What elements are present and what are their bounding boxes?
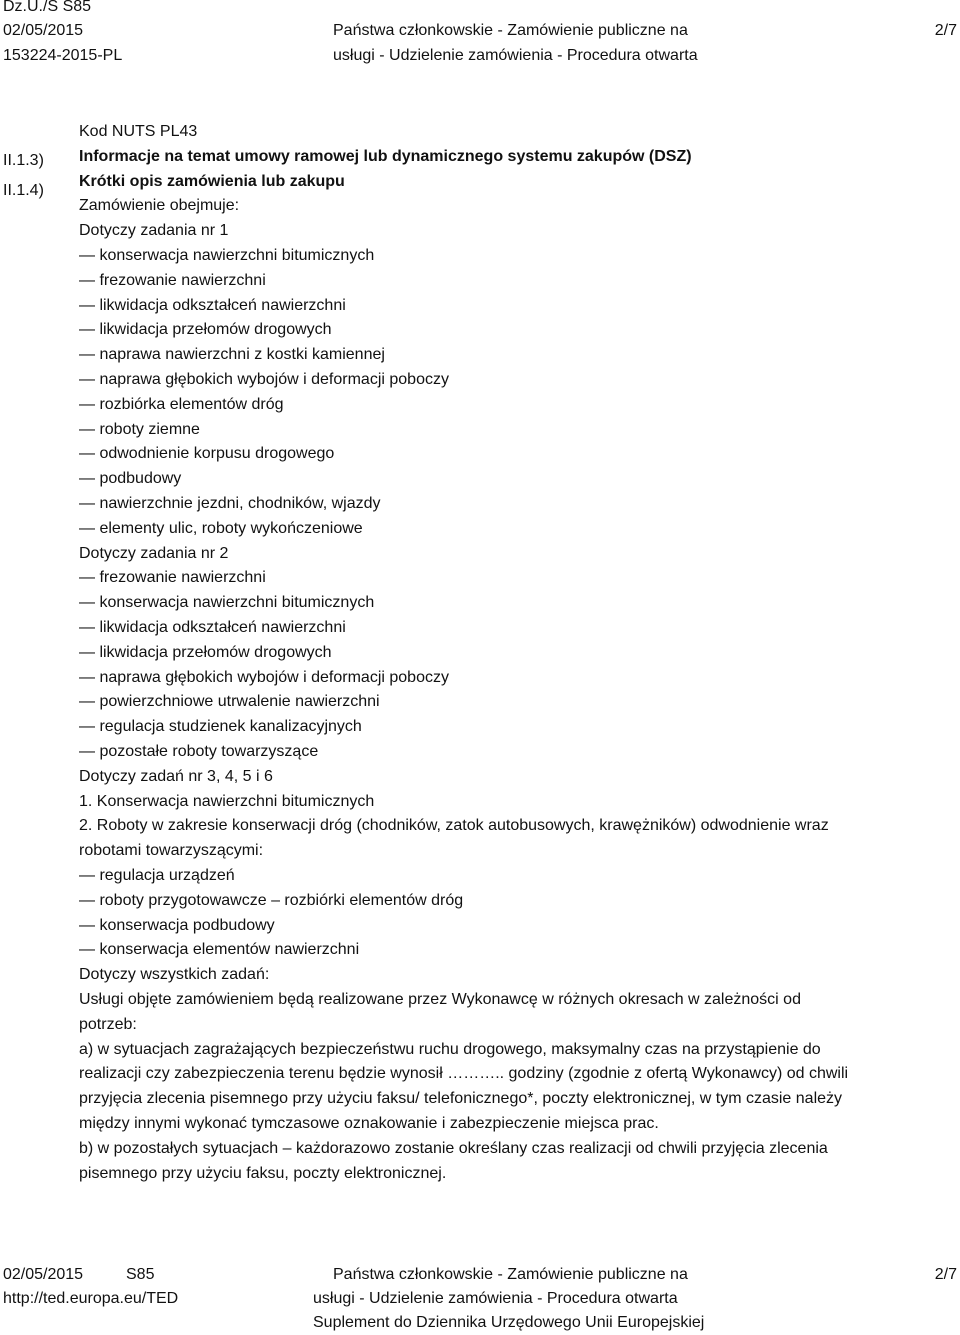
body-text-line: Dotyczy zadania nr 1 [79,222,229,240]
body-text-line: Kod NUTS PL43 [79,123,198,140]
body-text-line: — konserwacja nawierzchni bitumicznych [79,594,375,612]
body-text-line: — elementy ulic, roboty wykończeniowe [79,519,363,537]
header-date: 02/05/2015 [3,22,84,39]
body-text-line: — naprawa nawierzchni z kostki kamiennej [79,346,385,364]
body-text-line: — roboty przygotowawcze – rozbiórki elementów dróg [79,891,464,909]
body-text-line: pisemnego przy użyciu faksu, poczty elektronicznej. [79,1164,447,1182]
header-title-line1: Państwa członkowskie - Zamówienie publiczne na [333,22,688,39]
body-text-line: 1. Konserwacja nawierzchni bitumicznych [79,792,375,810]
body-text-line: — naprawa głębokich wybojów i deformacji poboczy [79,371,449,388]
body-text-line: Dotyczy zadania nr 2 [79,544,229,562]
footer-date: 02/05/2015 [3,1266,84,1283]
body-text-line: — likwidacja odkształceń nawierzchni [79,619,346,636]
body-text-line: robotami towarzyszącymi: [79,842,264,860]
body-text-line: potrzeb: [79,1015,137,1033]
body-text-line: — regulacja studzienek kanalizacyjnych [79,718,362,736]
body-text-line: — konserwacja elementów nawierzchni [79,941,360,959]
section-heading: Informacje na temat umowy ramowej lub dynamicznego systemu zakupów (DSZ) [79,147,692,165]
document-ref: 153224-2015-PL [3,47,123,64]
body-text-line: — pozostałe roboty towarzyszące [79,743,319,760]
body-text-line: między innymi wykonać tymczasowe oznakowanie i zabezpieczenie miejsca prac. [79,1115,659,1132]
body-text-line: — likwidacja przełomów drogowych [79,321,332,339]
body-text-line: realizacji czy zabezpieczenia terenu będzie wynosił ……….. godziny (zgodnie z ofertą Wykonawcy) od chwili [79,1065,849,1083]
body-text-line: — odwodnienie korpusu drogowego [79,445,335,463]
body-text-line: — frezowanie nawierzchni [79,569,266,587]
body-text-line: Zamówienie obejmuje: [79,197,240,215]
footer-series: S85 [126,1266,155,1283]
body-text-line: Dotyczy wszystkich zadań: [79,966,270,984]
section-heading: Krótki opis zamówienia lub zakupu [79,172,345,190]
body-text-line: b) w pozostałych sytuacjach – każdorazowo zostanie określany czas realizacji od chwili przyjęcia zlecenia [79,1139,828,1157]
footer-title-line1: Państwa członkowskie - Zamówienie publiczne na [333,1266,688,1283]
body-text-line: — likwidacja odkształceń nawierzchni [79,296,346,314]
body-text-line: — konserwacja nawierzchni bitumicznych [79,247,375,264]
body-text-line: Usługi objęte zamówieniem będą realizowane przez Wykonawcę w różnych okresach w zależności od [79,991,801,1008]
body-text-line: — powierzchniowe utrwalenie nawierzchni [79,693,380,711]
body-text-line: — konserwacja podbudowy [79,916,275,934]
body-text-line: — nawierzchnie jezdni, chodników, wjazdy [79,495,381,512]
section-number-ii-1-4: II.1.4) [3,182,44,199]
journal-ref: Dz.U./S S85 [3,0,92,15]
section-number-ii-1-3: II.1.3) [3,152,44,169]
body-text-line: — rozbiórka elementów dróg [79,395,284,413]
body-text-line: przyjęcia zlecenia pisemnego przy użyciu faksu/ telefonicznego*, poczty elektronicznej, w tym czasie należy [79,1090,843,1108]
body-text-line: — regulacja urządzeń [79,867,235,884]
header-title-line2: usługi - Udzielenie zamówienia - Procedura otwarta [333,47,698,64]
footer-title-line2: usługi - Udzielenie zamówienia - Procedura otwarta [313,1290,678,1307]
footer-page-number: 2/7 [934,1266,957,1283]
body-text-line: — roboty ziemne [79,420,200,438]
body-text-line: — podbudowy [79,470,182,488]
footer-url[interactable]: http://ted.europa.eu/TED [3,1290,179,1307]
body-text-line: — frezowanie nawierzchni [79,271,266,289]
body-text-line: 2. Roboty w zakresie konserwacji dróg (chodników, zatok autobusowych, krawężników) odwodnienie wraz [79,817,829,835]
footer-title-line3: Suplement do Dziennika Urzędowego Unii Europejskiej [313,1314,705,1331]
body-text-line: a) w sytuacjach zagrażających bezpieczeństwu ruchu drogowego, maksymalny czas na przystąpienie do [79,1040,821,1058]
body-text-line: Dotyczy zadań nr 3, 4, 5 i 6 [79,767,273,785]
header-page-number: 2/7 [934,22,957,39]
body-text-line: — naprawa głębokich wybojów i deformacji poboczy [79,668,449,686]
body-text-line: — likwidacja przełomów drogowych [79,643,332,661]
